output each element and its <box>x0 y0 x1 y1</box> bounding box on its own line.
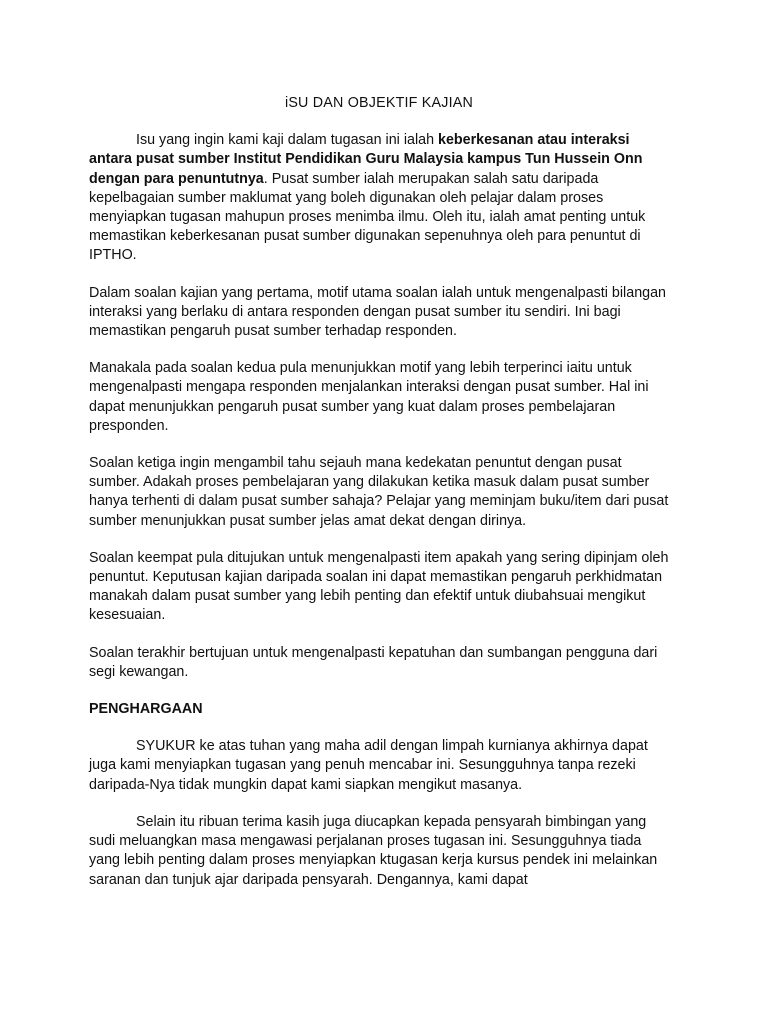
paragraph-question-1: Dalam soalan kajian yang pertama, motif utama soalan ialah untuk mengenalpasti bilangan interaksi yang berlaku di antara responden dengan pusat sumber itu sendiri. Ini bagi memastikan pengaruh pusat sumber terhadap responden. <box>89 284 666 340</box>
paragraph-issue-bold: keberkesanan atau interaksi antara pusat sumber Institut Pendidikan Guru Malaysia kampus Tun Hussein Onn dengan para penuntutnya <box>89 132 643 187</box>
paragraph-question-4: Soalan keempat pula ditujukan untuk mengenalpasti item apakah yang sering dipinjam oleh penuntut. Keputusan kajian daripada soalan ini dapat memastikan pengaruh perkhidmatan manakah dalam pusat sumber yang lebih penting dan efektif untuk diubahsuai mengikut kesesuaian. <box>89 549 669 624</box>
paragraph-question-3: Soalan ketiga ingin mengambil tahu sejauh mana kedekatan penuntut dengan pusat sumber. Adakah proses pembelajaran yang dilakukan ketika masuk dalam pusat sumber hanya terhenti di dalam pusat sumber sahaja? Pelajar yang meminjam buku/item dari pusat sumber menunjukkan pusat sumber jelas amat dekat dengan dirinya. <box>89 455 669 529</box>
paragraph-issue <box>89 131 669 265</box>
acknowledgement-heading: PENGHARGAAN <box>89 701 203 718</box>
paragraph-issue-start: Isu yang ingin kami kaji dalam tugasan ini ialah <box>136 132 438 149</box>
paragraph-question-2: Manakala pada soalan kedua pula menunjukkan motif yang lebih terperinci iaitu untuk mengenalpasti mengapa responden menjalankan interaksi dengan pusat sumber. Hal ini dapat menunjukkan pengaruh pusat sumber yang kuat dalam proses pembelajaran presponden. <box>89 360 649 434</box>
paragraph-acknowledgement-2: Selain itu ribuan terima kasih juga diucapkan kepada pensyarah bimbingan yang sudi meluangkan masa mengawasi perjalanan proses tugasan ini. Sesungguhnya tiada yang lebih penting dalam proses menyiapkan ktugasan kerja kursus pendek ini melainkan saranan dan tunjuk ajar daripada pensyarah. Dengannya, kami dapat <box>89 813 658 888</box>
paragraph-question-5: Soalan terakhir bertujuan untuk mengenalpasti kepatuhan dan sumbangan pengguna dari segi kewangan. <box>89 644 658 680</box>
document-page <box>89 94 669 908</box>
paragraph-acknowledgement-1: SYUKUR ke atas tuhan yang maha adil dengan limpah kurnianya akhirnya dapat juga kami menyiapkan tugasan yang penuh mencabar ini. Sesungguhnya tanpa rezeki daripada-Nya tidak mungkin dapat kami siapkan mengikut masanya. <box>89 738 648 793</box>
paragraph-issue-end: . Pusat sumber ialah merupakan salah satu daripada kepelbagaian sumber maklumat yang boleh digunakan oleh pelajar dalam proses menyiapkan tugasan mahupun proses menimba ilmu. Oleh itu, ialah amat penting untuk memastikan keberkesanan pusat sumber digunakan sepenuhnya oleh para penuntut di IPTHO. <box>89 170 646 264</box>
section-title: iSU DAN OBJEKTIF KAJIAN <box>284 95 474 111</box>
